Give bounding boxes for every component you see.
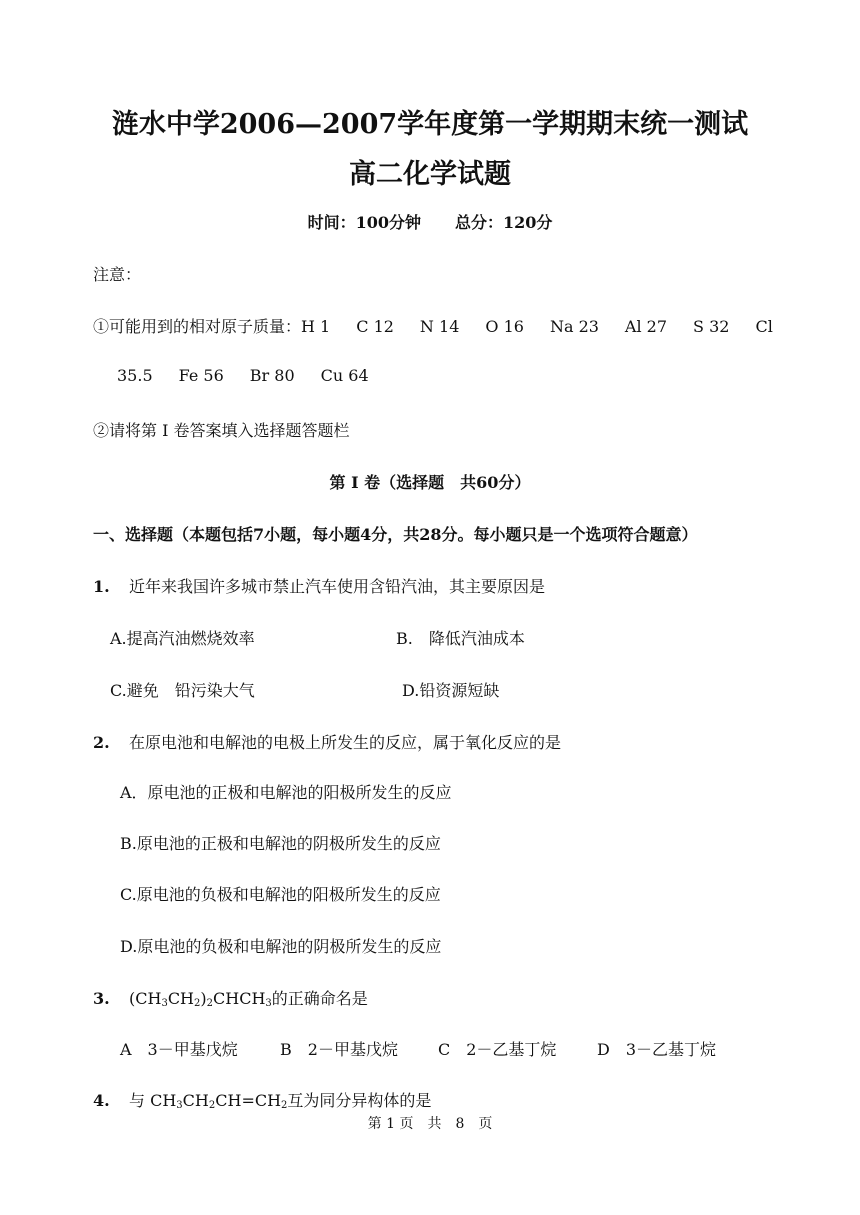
atom-mass: S 32 (693, 317, 730, 336)
atom-mass: N 14 (419, 317, 460, 336)
question-number: 4. (93, 1091, 110, 1110)
page-footer: 第 1 页 共 8 页 (367, 1116, 493, 1132)
section-title: 第 I 卷（选择题 共60分） (329, 473, 531, 492)
question-4 (93, 1088, 431, 1111)
atom-mass: Cu 64 (320, 366, 369, 385)
q3-option-b: B 2－甲基戊烷 (280, 1040, 398, 1059)
question-number: 2. (93, 733, 110, 752)
question-stem-head: 与 (129, 1091, 151, 1110)
q1-option-a: A.提高汽油燃烧效率 (110, 629, 255, 648)
q1-option-d: D.铅资源短缺 (402, 681, 500, 700)
exam-time: 时间：100分钟 (307, 213, 421, 232)
atom-mass: 35.5 (117, 366, 153, 385)
note-answer-sheet: ②请将第 I 卷答案填入选择题答题栏 (93, 421, 350, 440)
question-stem: 在原电池和电解池的电极上所发生的反应，属于氧化反应的是 (129, 733, 562, 752)
atom-mass: Br 80 (249, 366, 295, 385)
question-stem: 的正确命名是 (271, 989, 368, 1008)
exam-total-score: 总分：120分 (455, 213, 553, 232)
question-2 (93, 730, 561, 753)
atom-mass: C 12 (356, 317, 394, 336)
q1-option-c: C.避免 铅污染大气 (110, 681, 255, 700)
atom-mass: Cl (755, 317, 773, 336)
chemical-formula: $(CH_3CH_2)_2CHCH_3$ (129, 989, 272, 1009)
atom-mass: Fe 56 (178, 366, 224, 385)
atom-mass: O 16 (485, 317, 524, 336)
atom-mass: Al 27 (624, 317, 668, 336)
question-number: 1. (93, 577, 110, 596)
exam-subtitle: 高二化学试题 (349, 159, 511, 190)
q2-option-c: C.原电池的负极和电解池的阳极所发生的反应 (120, 885, 441, 904)
question-stem: 互为同分异构体的是 (287, 1091, 432, 1110)
question-1 (93, 574, 545, 597)
q2-option-a: A．原电池的正极和电解池的阳极所发生的反应 (120, 783, 452, 802)
note1-prefix: ①可能用到的相对原子质量： (93, 317, 302, 336)
atom-mass: Na 23 (549, 317, 599, 336)
q3-option-d: D 3－乙基丁烷 (597, 1040, 717, 1059)
question-number: 3. (93, 989, 110, 1008)
atom-mass: H 1 (301, 317, 331, 336)
exam-title: 涟水中学2006—2007学年度第一学期期末统一测试 (111, 109, 749, 140)
q3-option-a: A 3－甲基戊烷 (120, 1040, 238, 1059)
chemical-formula: $CH_3CH_2CH=CH_2$ (150, 1091, 288, 1111)
q1-option-b: B. 降低汽油成本 (396, 629, 525, 648)
question-3 (93, 986, 368, 1009)
question-stem: 近年来我国许多城市禁止汽车使用含铅汽油，其主要原因是 (129, 577, 546, 596)
note-atomic-masses (93, 314, 773, 337)
exam-meta (0, 210, 860, 233)
part-title: 一、选择题（本题包括7小题，每小题4分，共28分。每小题只是一个选项符合题意） (93, 525, 698, 544)
notes-label: 注意： (93, 265, 142, 284)
q2-option-d: D.原电池的负极和电解池的阴极所发生的反应 (120, 937, 442, 956)
q3-option-c: C 2－乙基丁烷 (438, 1040, 557, 1059)
note-atomic-masses-cont (117, 366, 395, 385)
q2-option-b: B.原电池的正极和电解池的阴极所发生的反应 (120, 834, 441, 853)
